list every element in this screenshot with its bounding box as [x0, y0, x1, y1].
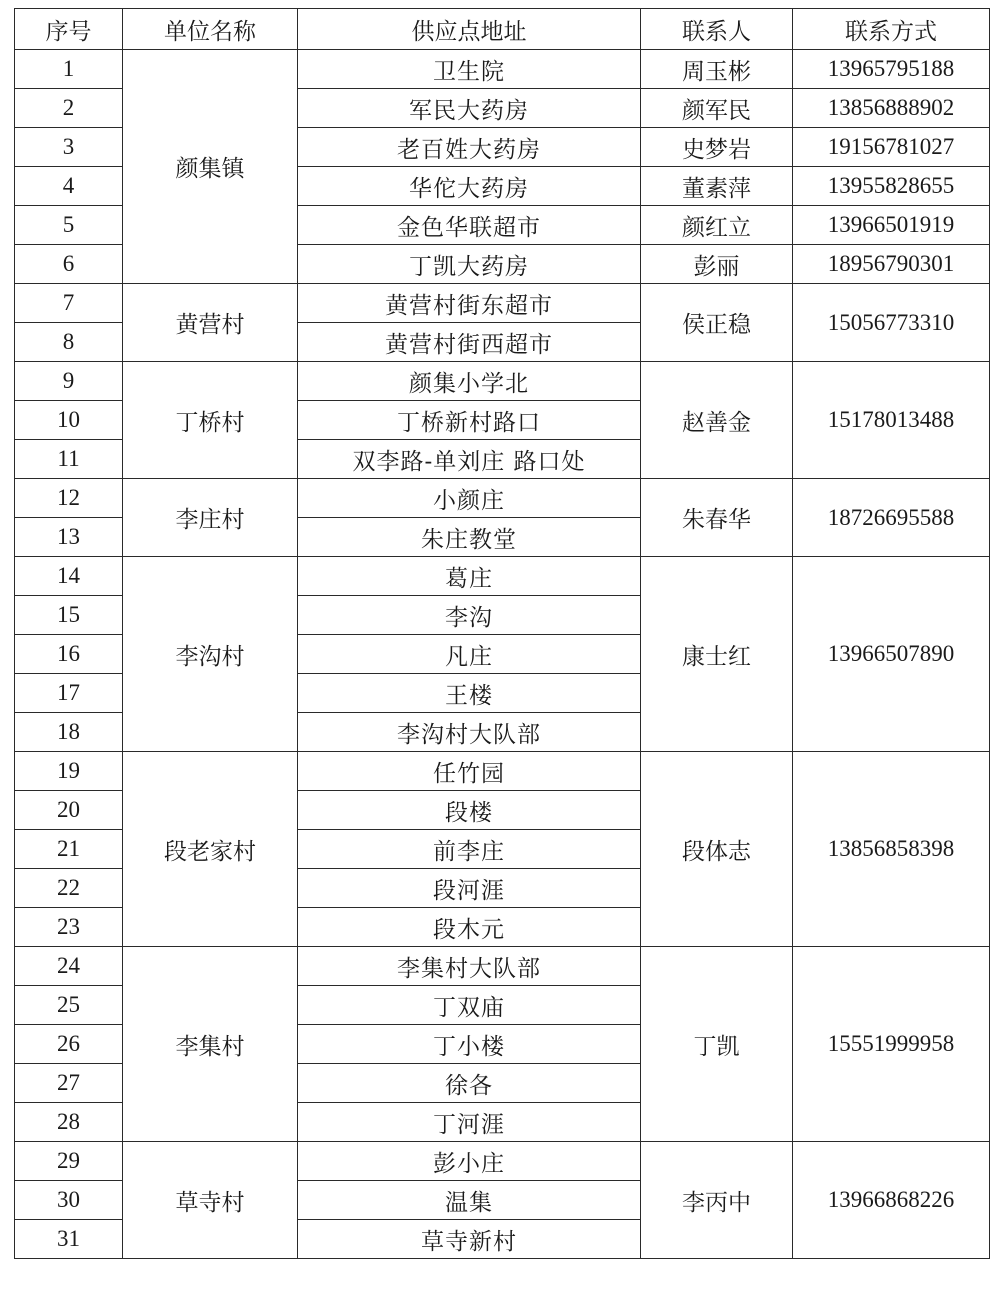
unit-cell: 丁桥村: [123, 362, 298, 479]
address-cell: 前李庄: [298, 830, 641, 869]
table-body: [15, 50, 990, 1259]
address-cell: 朱庄教堂: [298, 518, 641, 557]
table-row: [15, 752, 990, 791]
address-cell: 双李路-单刘庄 路口处: [298, 440, 641, 479]
contact-cell: 侯正稳: [641, 284, 793, 362]
supply-point-table: [14, 8, 990, 1259]
unit-cell: 段老家村: [123, 752, 298, 947]
unit-cell: 黄营村: [123, 284, 298, 362]
seq-cell: 7: [15, 284, 123, 323]
address-cell: 丁河涯: [298, 1103, 641, 1142]
address-cell: 葛庄: [298, 557, 641, 596]
address-cell: 华佗大药房: [298, 167, 641, 206]
seq-cell: 13: [15, 518, 123, 557]
seq-cell: 10: [15, 401, 123, 440]
table-row: [15, 284, 990, 323]
seq-cell: 17: [15, 674, 123, 713]
seq-cell: 19: [15, 752, 123, 791]
table-row: [15, 1142, 990, 1181]
address-cell: 丁双庙: [298, 986, 641, 1025]
phone-cell: 13966868226: [793, 1142, 990, 1259]
seq-cell: 4: [15, 167, 123, 206]
address-cell: 丁桥新村路口: [298, 401, 641, 440]
seq-cell: 6: [15, 245, 123, 284]
seq-cell: 16: [15, 635, 123, 674]
phone-cell: 13856888902: [793, 89, 990, 128]
address-cell: 李集村大队部: [298, 947, 641, 986]
contact-cell: 朱春华: [641, 479, 793, 557]
seq-cell: 2: [15, 89, 123, 128]
unit-cell: 草寺村: [123, 1142, 298, 1259]
table-row: [15, 479, 990, 518]
cropped-footnote: [14, 1287, 989, 1297]
contact-cell: 彭丽: [641, 245, 793, 284]
seq-cell: 1: [15, 50, 123, 89]
address-cell: 徐各: [298, 1064, 641, 1103]
address-cell: 彭小庄: [298, 1142, 641, 1181]
phone-cell: 15551999958: [793, 947, 990, 1142]
address-cell: 卫生院: [298, 50, 641, 89]
contact-cell: 李丙中: [641, 1142, 793, 1259]
address-cell: 军民大药房: [298, 89, 641, 128]
seq-cell: 14: [15, 557, 123, 596]
address-cell: 李沟: [298, 596, 641, 635]
address-cell: 老百姓大药房: [298, 128, 641, 167]
header-contact: 联系人: [641, 9, 793, 50]
address-cell: 颜集小学北: [298, 362, 641, 401]
phone-cell: 18956790301: [793, 245, 990, 284]
contact-cell: 丁凯: [641, 947, 793, 1142]
seq-cell: 3: [15, 128, 123, 167]
seq-cell: 31: [15, 1220, 123, 1259]
seq-cell: 15: [15, 596, 123, 635]
seq-cell: 18: [15, 713, 123, 752]
seq-cell: 29: [15, 1142, 123, 1181]
unit-cell: 李集村: [123, 947, 298, 1142]
unit-cell: 颜集镇: [123, 50, 298, 284]
header-row: [15, 9, 990, 50]
seq-cell: 20: [15, 791, 123, 830]
seq-cell: 12: [15, 479, 123, 518]
address-cell: 黄营村街东超市: [298, 284, 641, 323]
contact-cell: 颜红立: [641, 206, 793, 245]
phone-cell: 13856858398: [793, 752, 990, 947]
phone-cell: 18726695588: [793, 479, 990, 557]
table-row: [15, 557, 990, 596]
phone-cell: 15178013488: [793, 362, 990, 479]
seq-cell: 28: [15, 1103, 123, 1142]
phone-cell: 13966507890: [793, 557, 990, 752]
seq-cell: 25: [15, 986, 123, 1025]
seq-cell: 11: [15, 440, 123, 479]
table-row: [15, 947, 990, 986]
phone-cell: 13966501919: [793, 206, 990, 245]
address-cell: 凡庄: [298, 635, 641, 674]
seq-cell: 21: [15, 830, 123, 869]
seq-cell: 26: [15, 1025, 123, 1064]
header-seq: 序号: [15, 9, 123, 50]
seq-cell: 24: [15, 947, 123, 986]
header-address: 供应点地址: [298, 9, 641, 50]
phone-cell: 13955828655: [793, 167, 990, 206]
seq-cell: 23: [15, 908, 123, 947]
seq-cell: 5: [15, 206, 123, 245]
address-cell: 金色华联超市: [298, 206, 641, 245]
address-cell: 段木元: [298, 908, 641, 947]
header-phone: 联系方式: [793, 9, 990, 50]
phone-cell: 15056773310: [793, 284, 990, 362]
header-unit: 单位名称: [123, 9, 298, 50]
address-cell: 任竹园: [298, 752, 641, 791]
unit-cell: 李沟村: [123, 557, 298, 752]
contact-cell: 史梦岩: [641, 128, 793, 167]
contact-cell: 颜军民: [641, 89, 793, 128]
address-cell: 段楼: [298, 791, 641, 830]
address-cell: 李沟村大队部: [298, 713, 641, 752]
seq-cell: 30: [15, 1181, 123, 1220]
phone-cell: 19156781027: [793, 128, 990, 167]
address-cell: 温集: [298, 1181, 641, 1220]
contact-cell: 段体志: [641, 752, 793, 947]
seq-cell: 22: [15, 869, 123, 908]
address-cell: 草寺新村: [298, 1220, 641, 1259]
seq-cell: 27: [15, 1064, 123, 1103]
contact-cell: 董素萍: [641, 167, 793, 206]
unit-cell: 李庄村: [123, 479, 298, 557]
contact-cell: 周玉彬: [641, 50, 793, 89]
address-cell: 段河涯: [298, 869, 641, 908]
table-row: [15, 362, 990, 401]
address-cell: 丁小楼: [298, 1025, 641, 1064]
table-row: [15, 50, 990, 89]
phone-cell: 13965795188: [793, 50, 990, 89]
address-cell: 黄营村街西超市: [298, 323, 641, 362]
seq-cell: 8: [15, 323, 123, 362]
address-cell: 小颜庄: [298, 479, 641, 518]
contact-cell: 康士红: [641, 557, 793, 752]
address-cell: 王楼: [298, 674, 641, 713]
contact-cell: 赵善金: [641, 362, 793, 479]
address-cell: 丁凯大药房: [298, 245, 641, 284]
seq-cell: 9: [15, 362, 123, 401]
